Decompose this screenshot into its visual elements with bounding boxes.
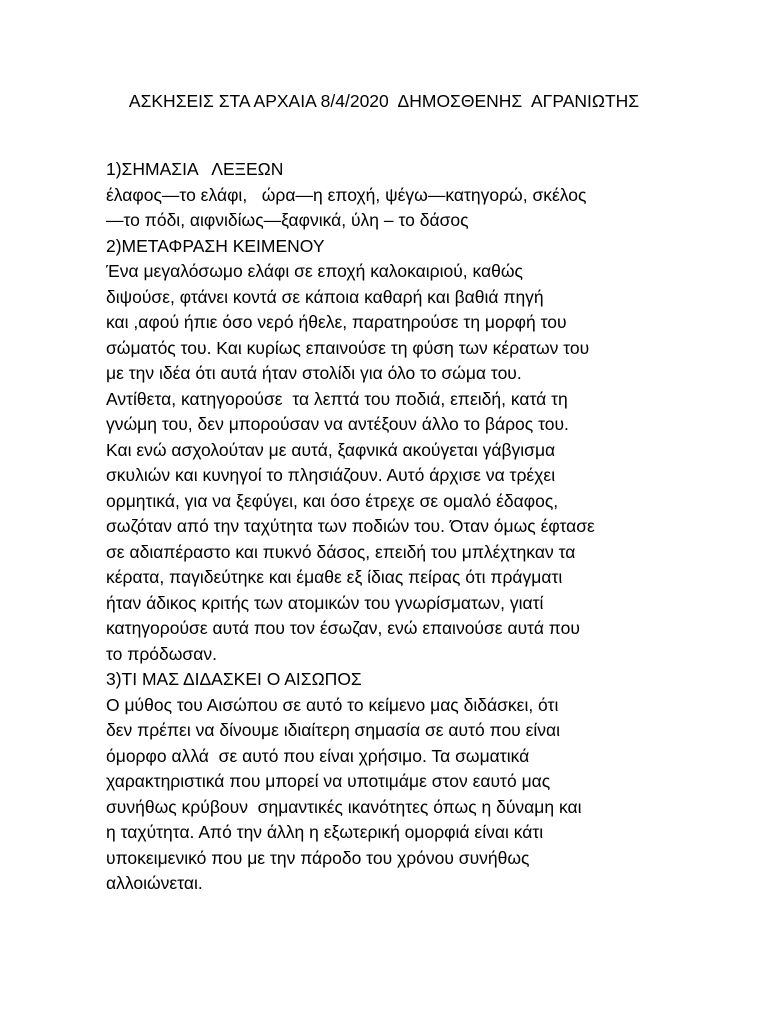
text-line: σωζόταν από την ταχύτητα των ποδιών του. Όταν όμως έφτασε xyxy=(106,516,595,536)
text-line: αλλοιώνεται. xyxy=(106,873,203,893)
text-line: σώματός του. Και κυρίως επαινούσε τη φύση των κέρατων του xyxy=(106,337,590,358)
text-line: ήταν άδικος κριτής των ατομικών του γνωρίσματων, γιατί xyxy=(106,592,544,613)
text-line: διψούσε, φτάνει κοντά σε κάποια καθαρή και βαθιά πηγή xyxy=(106,286,544,307)
text-line: κέρατα, παγιδεύτηκε και έμαθε εξ ίδιας πείρας ότι πράγματι xyxy=(106,567,563,587)
text-line: Και ενώ ασχολούταν με αυτά, ξαφνικά ακούγεται γάβγισμα xyxy=(106,439,556,460)
text-line: η ταχύτητα. Από την άλλη η εξωτερική ομορφιά είναι κάτι xyxy=(106,822,544,842)
section-heading: 1)ΣΗΜΑΣΙΑ ΛΕΞΕΩΝ xyxy=(106,159,284,179)
text-line: έλαφος—το ελάφι, ώρα—η εποχή, ψέγω—κατηγορώ, σκέλος xyxy=(106,184,587,205)
text-line: Ο μύθος του Αισώπου σε αυτό το κείμενο μας διδάσκει, ότι xyxy=(106,694,559,715)
text-line: Αντίθετα, κατηγορούσε τα λεπτά του ποδιά, επειδή, κατά τη xyxy=(106,388,568,409)
text-line: σκυλιών και κυνηγοί το πλησιάζουν. Αυτό άρχισε να τρέχει xyxy=(106,465,556,485)
text-line: σε αδιαπέραστο και πυκνό δάσος, επειδή του μπλέχτηκαν τα xyxy=(106,541,576,562)
text-line: δεν πρέπει να δίνουμε ιδιαίτερη σημασία σε αυτό που είναι xyxy=(106,720,561,740)
text-line: υποκειμενικό που με την πάροδο του χρόνου συνήθως xyxy=(106,847,530,868)
section-word-meanings xyxy=(106,157,686,234)
text-line: όμορφο αλλά σε αυτό που είναι χρήσιμο. Τα σωματικά xyxy=(106,745,530,766)
text-line: χαρακτηριστικά που μπορεί να υποτιμάμε στον εαυτό μας xyxy=(106,771,551,791)
text-line: κατηγορούσε αυτά που τον έσωζαν, ενώ επαινούσε αυτά που xyxy=(106,618,580,638)
text-line: και ,αφού ήπιε όσο νερό ήθελε, παρατηρούσε τη μορφή του xyxy=(106,312,567,332)
text-line: ορμητικά, για να ξεφύγει, και όσο έτρεχε σε ομαλό έδαφος, xyxy=(106,490,559,511)
text-line: —το πόδι, αιφνιδίως—ξαφνικά, ύλη – το δάσος xyxy=(106,210,469,230)
text-line: συνήθως κρύβουν σημαντικές ικανότητες όπως η δύναμη και xyxy=(106,796,582,817)
text-line: με την ιδέα ότι αυτά ήταν στολίδι για όλο το σώμα του. xyxy=(106,363,522,383)
section-heading: 2)ΜΕΤΑΦΡΑΣΗ ΚΕΙΜΕΝΟΥ xyxy=(106,235,325,256)
text-line: Ένα μεγαλόσωμο ελάφι σε εποχή καλοκαιριού, καθώς xyxy=(106,261,523,281)
section-lesson xyxy=(106,667,686,897)
text-line: γνώμη του, δεν μπορούσαν να αντέξουν άλλο το βάρος του. xyxy=(106,414,569,434)
text-line: το πρόδωσαν. xyxy=(106,643,217,664)
section-translation xyxy=(106,234,686,668)
section-heading: 3)ΤΙ ΜΑΣ ΔΙΔΑΣΚΕΙ Ο ΑΙΣΩΠΟΣ xyxy=(106,669,362,689)
document-title: ΑΣΚΗΣΕΙΣ ΣΤΑ ΑΡΧΑΙΑ 8/4/2020 ΔΗΜΟΣΘΕΝΗΣ ΑΓΡΑΝΙΩΤΗΣ xyxy=(128,91,640,111)
document-body xyxy=(106,157,686,897)
